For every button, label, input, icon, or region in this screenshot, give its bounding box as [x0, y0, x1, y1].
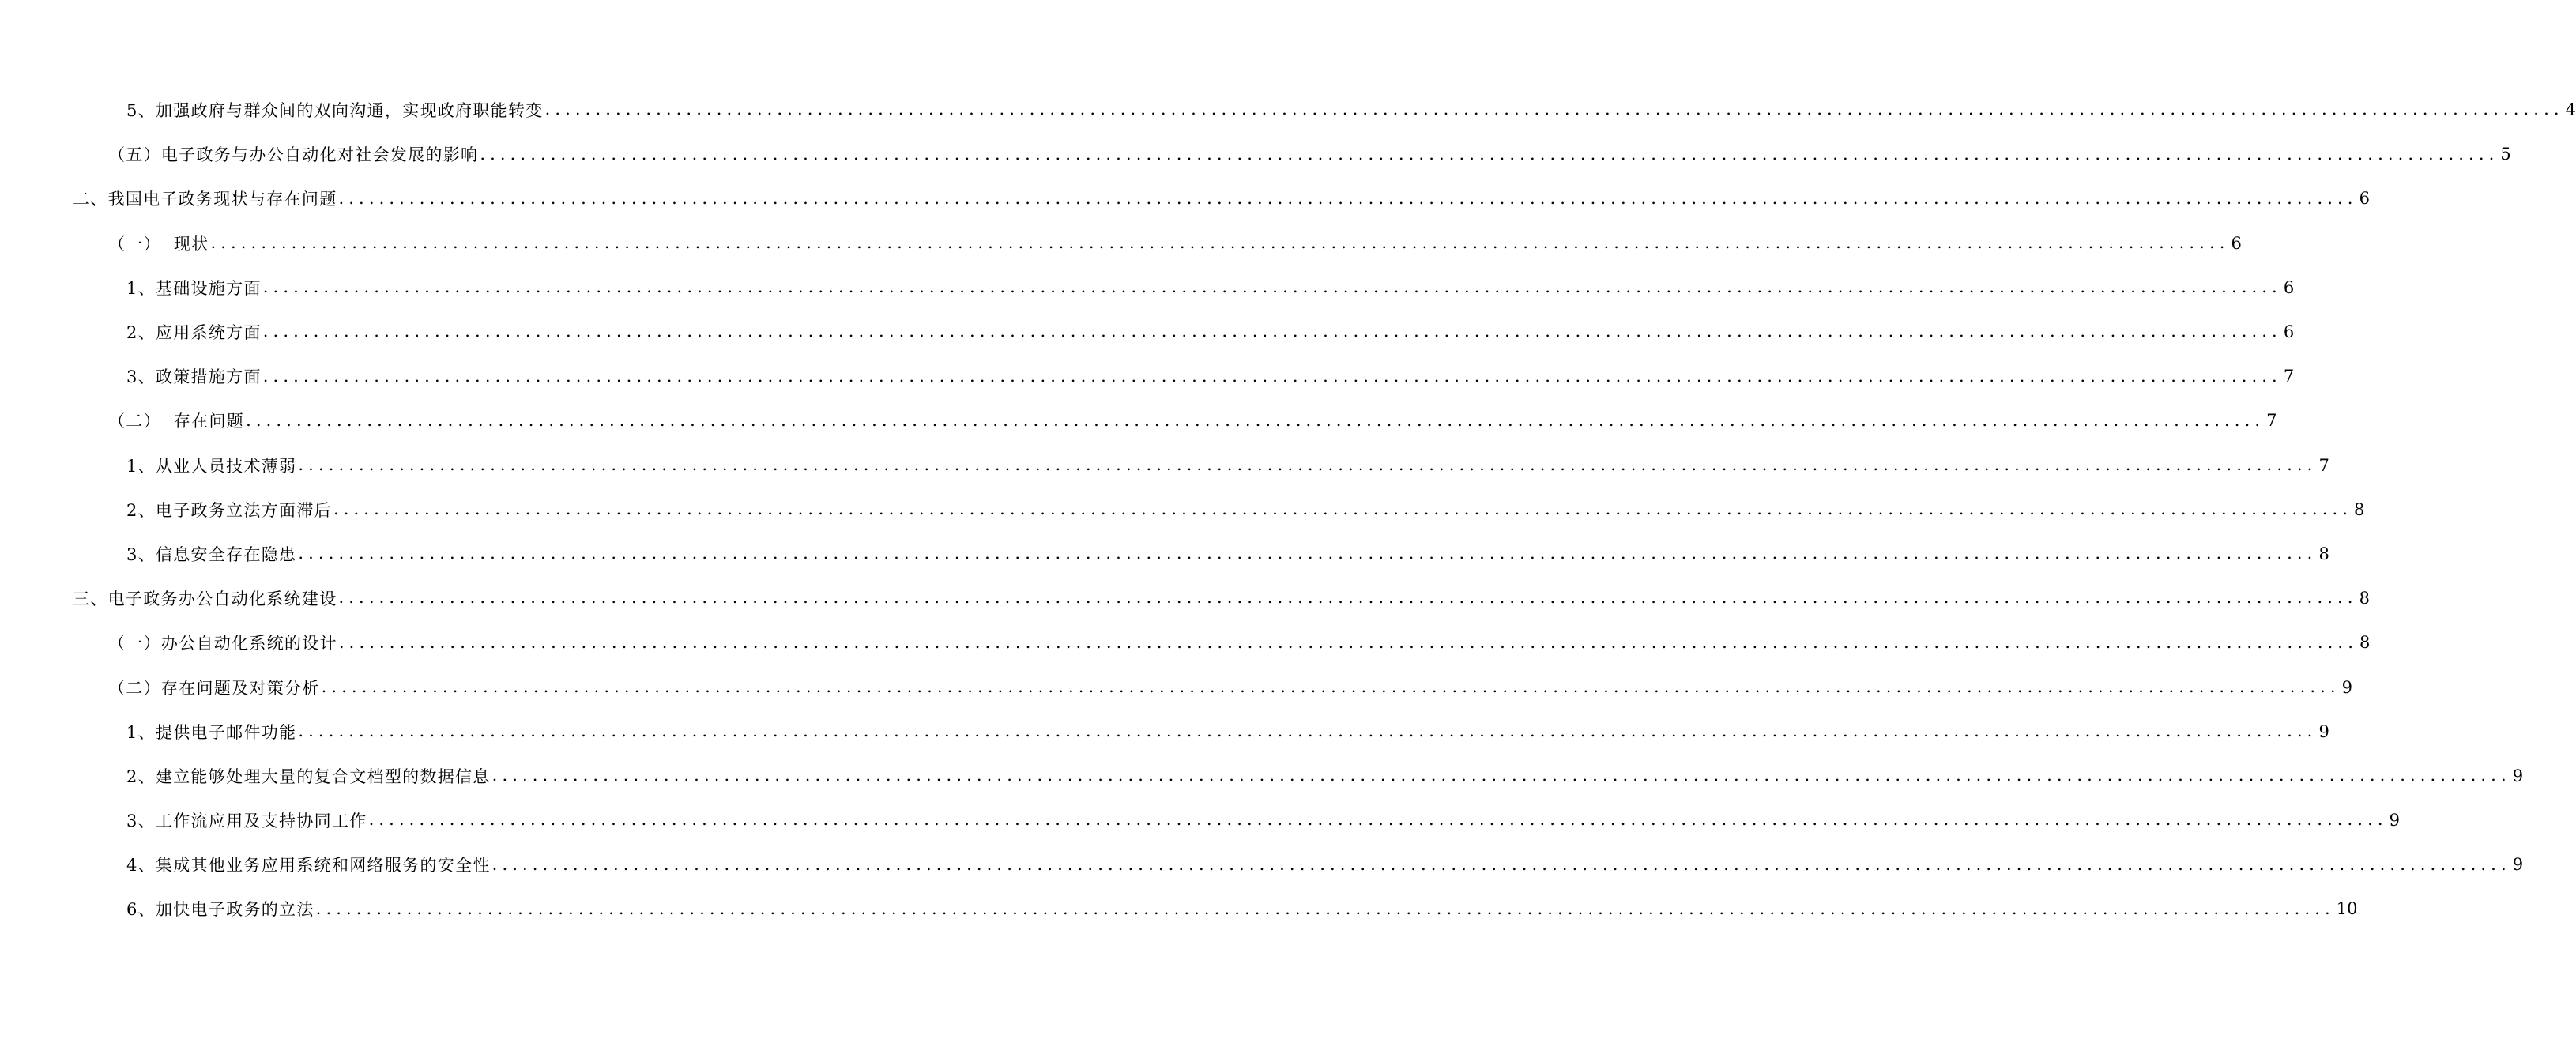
- dot-leader: ........................................................................................................................................................................................................: [262, 366, 2282, 386]
- dot-leader: ........................................................................................................................................................................................................: [262, 277, 2282, 297]
- toc-entry-title: 1、提供电子邮件功能: [126, 722, 297, 742]
- toc-entry-title: 1、从业人员技术薄弱: [126, 456, 297, 476]
- toc-entry-page: 6: [2283, 322, 2295, 342]
- toc-entry-page: 4: [2565, 100, 2576, 120]
- toc-entry[interactable]: [0, 398, 2277, 442]
- toc-entry-page: 8: [2354, 499, 2365, 519]
- toc-entry[interactable]: [0, 132, 2511, 176]
- dot-leader: ........................................................................................................................................................................................................: [338, 588, 2358, 608]
- toc-entry-page: 9: [2341, 677, 2353, 697]
- toc-entry[interactable]: [0, 532, 2329, 576]
- dot-leader: ........................................................................................................................................................................................................: [480, 144, 2499, 164]
- toc-entry-page: 10: [2336, 899, 2358, 919]
- toc-entry-title: 2、应用系统方面: [126, 323, 262, 343]
- toc-entry-title: 2、建立能够处理大量的复合文档型的数据信息: [126, 766, 491, 786]
- dot-leader: ........................................................................................................................................................................................................: [246, 410, 2265, 430]
- toc-entry[interactable]: [0, 620, 2371, 665]
- toc-entry[interactable]: [0, 221, 2242, 266]
- toc-entry-title: （一）办公自动化系统的设计: [108, 634, 337, 653]
- table-of-contents: [0, 88, 2576, 932]
- toc-entry-title: 3、政策措施方面: [126, 367, 262, 387]
- toc-entry-page: 8: [2359, 589, 2370, 608]
- toc-entry-title: 2、电子政务立法方面滞后: [126, 500, 332, 520]
- toc-entry[interactable]: [0, 354, 2295, 398]
- toc-entry-title: 3、工作流应用及支持协同工作: [126, 812, 367, 831]
- toc-entry-page: 6: [2359, 189, 2370, 209]
- toc-entry-title: 1、基础设施方面: [126, 278, 262, 298]
- toc-entry-page: 9: [2512, 855, 2524, 875]
- toc-entry-title: （二）存在问题及对策分析: [108, 678, 320, 698]
- toc-entry-page: 8: [2318, 544, 2329, 563]
- toc-entry-title: 4、集成其他业务应用系统和网络服务的安全性: [126, 856, 491, 876]
- toc-entry-page: 8: [2359, 633, 2371, 653]
- dot-leader: ........................................................................................................................................................................................................: [321, 676, 2341, 696]
- toc-entry[interactable]: [0, 887, 2358, 931]
- toc-entry-title: （五）电子政务与办公自动化对社会发展的影响: [108, 145, 479, 165]
- toc-entry-page: 9: [2389, 811, 2400, 830]
- dot-leader: ........................................................................................................................................................................................................: [491, 854, 2511, 874]
- dot-leader: ........................................................................................................................................................................................................: [491, 766, 2511, 785]
- toc-entry-page: 6: [2231, 233, 2242, 253]
- toc-entry[interactable]: [0, 488, 2365, 532]
- toc-entry-title: 3、信息安全存在隐患: [126, 544, 297, 564]
- toc-entry[interactable]: [0, 710, 2329, 754]
- toc-entry-page: 7: [2283, 367, 2295, 386]
- dot-leader: ........................................................................................................................................................................................................: [338, 632, 2358, 652]
- dot-leader: ........................................................................................................................................................................................................: [262, 322, 2282, 341]
- toc-entry[interactable]: [0, 576, 2370, 620]
- toc-entry-page: 7: [2318, 455, 2329, 475]
- dot-leader: ........................................................................................................................................................................................................: [298, 454, 2318, 474]
- toc-entry[interactable]: [0, 798, 2400, 842]
- toc-entry-title: 三、电子政务办公自动化系统建设: [73, 589, 337, 609]
- toc-entry[interactable]: [0, 266, 2295, 310]
- toc-entry-page: 9: [2318, 721, 2329, 741]
- toc-entry[interactable]: [0, 443, 2329, 488]
- toc-entry[interactable]: [0, 310, 2295, 354]
- toc-entry-title: 6、加快电子政务的立法: [126, 900, 314, 920]
- dot-leader: ........................................................................................................................................................................................................: [338, 188, 2358, 208]
- dot-leader: ........................................................................................................................................................................................................: [210, 232, 2230, 252]
- toc-entry[interactable]: [0, 88, 2576, 132]
- dot-leader: ........................................................................................................................................................................................................: [298, 721, 2318, 741]
- toc-entry-page: 6: [2283, 277, 2295, 297]
- dot-leader: ........................................................................................................................................................................................................: [298, 544, 2318, 563]
- dot-leader: ........................................................................................................................................................................................................: [544, 100, 2564, 119]
- toc-entry[interactable]: [0, 176, 2370, 220]
- dot-leader: ........................................................................................................................................................................................................: [315, 898, 2335, 918]
- toc-entry-page: 9: [2512, 766, 2524, 785]
- toc-entry[interactable]: [0, 842, 2524, 887]
- toc-entry-title: （一） 现状: [108, 234, 209, 254]
- toc-entry[interactable]: [0, 665, 2353, 709]
- dot-leader: ........................................................................................................................................................................................................: [333, 499, 2353, 519]
- dot-leader: ........................................................................................................................................................................................................: [368, 810, 2388, 830]
- toc-entry-title: 5、加强政府与群众间的双向沟通，实现政府职能转变: [126, 101, 544, 121]
- toc-entry-title: （二） 存在问题: [108, 412, 245, 431]
- toc-entry-page: 5: [2500, 145, 2511, 164]
- toc-entry-title: 二、我国电子政务现状与存在问题: [73, 190, 337, 209]
- toc-entry-page: 7: [2266, 411, 2277, 431]
- toc-entry[interactable]: [0, 754, 2524, 798]
